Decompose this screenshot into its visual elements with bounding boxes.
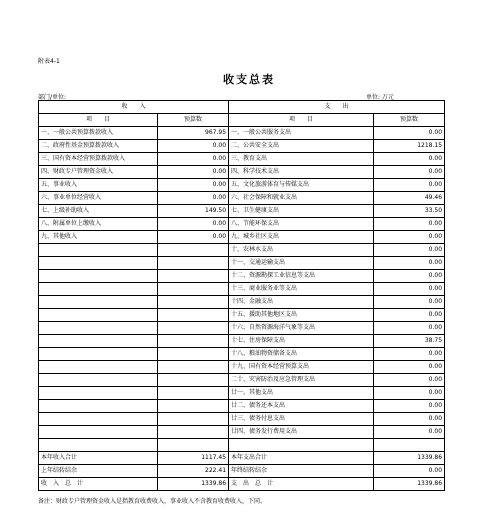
expense-value-cell: 0.00 bbox=[374, 244, 445, 257]
table-row bbox=[39, 153, 445, 166]
page-title: 收支总表 bbox=[223, 73, 275, 86]
department-label: 部门/单位: bbox=[38, 94, 67, 101]
expense-value-cell: 0.00 bbox=[374, 257, 445, 270]
table-row bbox=[39, 439, 445, 452]
income-item-cell bbox=[39, 387, 158, 400]
expense-value-cell: 0.00 bbox=[374, 348, 445, 361]
income-value-cell: 222.41 bbox=[158, 465, 229, 478]
income-item-cell: 本年收入合计 bbox=[39, 452, 158, 465]
expense-value-cell: 49.46 bbox=[374, 192, 445, 205]
expense-value-cell: 0.00 bbox=[374, 413, 445, 426]
income-item-cell: 七、上级补助收入 bbox=[39, 205, 158, 218]
income-item-cell bbox=[39, 283, 158, 296]
income-value-cell: 0.00 bbox=[158, 140, 229, 153]
expense-value-cell: 0.00 bbox=[374, 166, 445, 179]
expense-item-cell: 廿一、其他支出 bbox=[229, 387, 374, 400]
expense-value-cell: 33.50 bbox=[374, 205, 445, 218]
expense-item-cell: 廿二、债务还本支出 bbox=[229, 400, 374, 413]
expense-value-cell: 0.00 bbox=[374, 374, 445, 387]
expense-value-cell: 0.00 bbox=[374, 309, 445, 322]
income-item-header: 项 目 bbox=[39, 114, 158, 127]
expense-value-cell: 0.00 bbox=[374, 270, 445, 283]
income-value-cell bbox=[158, 270, 229, 283]
expense-value-cell: 1218.15 bbox=[374, 140, 445, 153]
income-item-cell: 上年结转结余 bbox=[39, 465, 158, 478]
income-value-cell: 0.00 bbox=[158, 166, 229, 179]
expense-value-cell: 0.00 bbox=[374, 361, 445, 374]
expense-item-cell: 二、公共安全支出 bbox=[229, 140, 374, 153]
expense-item-cell: 年终结转结余 bbox=[229, 465, 374, 478]
income-item-cell: 二、政府性基金预算拨款收入 bbox=[39, 140, 158, 153]
footnote: 备注：财政专户管理资金收入是指教育收费收入，事业收入不含教育收费收入，下同。 bbox=[38, 498, 267, 505]
income-item-cell bbox=[39, 348, 158, 361]
expense-item-cell: 七、卫生健康支出 bbox=[229, 205, 374, 218]
income-item-cell: 五、事业收入 bbox=[39, 179, 158, 192]
unit-label: 单位: 万元 bbox=[366, 94, 394, 101]
income-item-cell: 收 入 总 计 bbox=[39, 478, 158, 491]
expense-item-cell: 三、教育支出 bbox=[229, 153, 374, 166]
expense-item-cell: 十三、商业服务业等支出 bbox=[229, 283, 374, 296]
income-value-cell bbox=[158, 361, 229, 374]
expense-value-cell: 1339.86 bbox=[374, 478, 445, 491]
income-header: 收 入 bbox=[39, 101, 229, 114]
income-item-cell: 三、国有资本经营预算拨款收入 bbox=[39, 153, 158, 166]
expense-item-cell: 八、节能环保支出 bbox=[229, 218, 374, 231]
income-item-cell bbox=[39, 361, 158, 374]
income-value-cell: 0.00 bbox=[158, 218, 229, 231]
income-item-cell bbox=[39, 309, 158, 322]
table-row bbox=[39, 452, 445, 465]
income-value-cell bbox=[158, 439, 229, 452]
expense-item-cell: 四、科学技术支出 bbox=[229, 166, 374, 179]
expense-value-cell: 0.00 bbox=[374, 231, 445, 244]
table-row bbox=[39, 309, 445, 322]
expense-item-cell: 廿四、债务发行费用支出 bbox=[229, 426, 374, 439]
expense-value-cell: 0.00 bbox=[374, 296, 445, 309]
expense-value-cell: 0.00 bbox=[374, 179, 445, 192]
expense-item-cell: 十四、金融支出 bbox=[229, 296, 374, 309]
table-header-group bbox=[39, 101, 445, 114]
table-row bbox=[39, 413, 445, 426]
income-value-cell bbox=[158, 257, 229, 270]
income-value-cell: 0.00 bbox=[158, 192, 229, 205]
expense-item-cell: 支 出 总 计 bbox=[229, 478, 374, 491]
expense-budget-header: 预算数 bbox=[374, 114, 445, 127]
expense-item-cell: 九、城乡社区支出 bbox=[229, 231, 374, 244]
income-item-cell bbox=[39, 374, 158, 387]
expense-value-cell bbox=[374, 439, 445, 452]
income-item-cell bbox=[39, 270, 158, 283]
income-item-cell: 一、一般公共预算拨款收入 bbox=[39, 127, 158, 140]
expense-value-cell: 0.00 bbox=[374, 218, 445, 231]
income-value-cell bbox=[158, 400, 229, 413]
income-value-cell bbox=[158, 322, 229, 335]
table-row bbox=[39, 283, 445, 296]
expense-value-cell: 0.00 bbox=[374, 153, 445, 166]
table-row bbox=[39, 205, 445, 218]
income-item-cell bbox=[39, 244, 158, 257]
table-row bbox=[39, 244, 445, 257]
income-value-cell: 1339.86 bbox=[158, 478, 229, 491]
expense-item-cell: 六、社会保障和就业支出 bbox=[229, 192, 374, 205]
table-row bbox=[39, 400, 445, 413]
table-header-columns bbox=[39, 114, 445, 127]
income-value-cell: 0.00 bbox=[158, 153, 229, 166]
expense-value-cell: 0.00 bbox=[374, 426, 445, 439]
income-item-cell bbox=[39, 335, 158, 348]
table-row bbox=[39, 465, 445, 478]
income-item-cell bbox=[39, 296, 158, 309]
income-value-cell: 149.50 bbox=[158, 205, 229, 218]
income-value-cell bbox=[158, 283, 229, 296]
budget-table bbox=[38, 100, 445, 491]
expense-value-cell: 0.00 bbox=[374, 283, 445, 296]
expense-item-cell: 二十、灾害防治及应急管理支出 bbox=[229, 374, 374, 387]
expense-value-cell: 0.00 bbox=[374, 387, 445, 400]
expense-value-cell: 0.00 bbox=[374, 322, 445, 335]
income-value-cell bbox=[158, 387, 229, 400]
income-value-cell bbox=[158, 426, 229, 439]
income-item-cell: 八、附属单位上缴收入 bbox=[39, 218, 158, 231]
income-item-cell bbox=[39, 439, 158, 452]
table-row bbox=[39, 387, 445, 400]
table-row bbox=[39, 218, 445, 231]
income-value-cell bbox=[158, 309, 229, 322]
expense-value-cell: 0.00 bbox=[374, 400, 445, 413]
expense-value-cell: 1339.86 bbox=[374, 452, 445, 465]
income-item-cell bbox=[39, 400, 158, 413]
table-row bbox=[39, 296, 445, 309]
table-row bbox=[39, 140, 445, 153]
table-row bbox=[39, 166, 445, 179]
table-row bbox=[39, 478, 445, 491]
expense-header: 支 出 bbox=[229, 101, 445, 114]
income-item-cell: 六、事业单位经营收入 bbox=[39, 192, 158, 205]
income-value-cell bbox=[158, 374, 229, 387]
income-item-cell bbox=[39, 413, 158, 426]
income-value-cell: 0.00 bbox=[158, 179, 229, 192]
expense-item-cell: 本年支出合计 bbox=[229, 452, 374, 465]
expense-item-cell: 十九、国有资本经营预算支出 bbox=[229, 361, 374, 374]
expense-item-cell: 五、文化旅游体育与传媒支出 bbox=[229, 179, 374, 192]
income-budget-header: 预算数 bbox=[158, 114, 229, 127]
income-item-cell bbox=[39, 426, 158, 439]
expense-item-cell: 十一、交通运输支出 bbox=[229, 257, 374, 270]
expense-value-cell: 0.00 bbox=[374, 465, 445, 478]
expense-item-header: 项 目 bbox=[229, 114, 374, 127]
table-row bbox=[39, 426, 445, 439]
income-value-cell bbox=[158, 335, 229, 348]
income-item-cell: 四、财政专户管理资金收入 bbox=[39, 166, 158, 179]
expense-item-cell: 一、一般公共服务支出 bbox=[229, 127, 374, 140]
expense-item-cell: 廿三、债务付息支出 bbox=[229, 413, 374, 426]
expense-value-cell: 0.00 bbox=[374, 127, 445, 140]
table-row bbox=[39, 270, 445, 283]
table-row bbox=[39, 127, 445, 140]
income-value-cell bbox=[158, 413, 229, 426]
expense-item-cell: 十八、粮油物资储备支出 bbox=[229, 348, 374, 361]
table-row bbox=[39, 374, 445, 387]
income-value-cell: 967.95 bbox=[158, 127, 229, 140]
attachment-label: 附表4-1 bbox=[38, 58, 60, 65]
expense-value-cell: 38.75 bbox=[374, 335, 445, 348]
table-row bbox=[39, 231, 445, 244]
table-body bbox=[39, 127, 445, 491]
expense-item-cell: 十六、自然资源海洋气象等支出 bbox=[229, 322, 374, 335]
income-value-cell bbox=[158, 296, 229, 309]
table-row bbox=[39, 179, 445, 192]
table-row bbox=[39, 257, 445, 270]
table-row bbox=[39, 361, 445, 374]
table-row bbox=[39, 348, 445, 361]
expense-item-cell: 十、农林水支出 bbox=[229, 244, 374, 257]
income-value-cell bbox=[158, 348, 229, 361]
expense-item-cell: 十五、援助其他地区支出 bbox=[229, 309, 374, 322]
table-row bbox=[39, 335, 445, 348]
table-row bbox=[39, 192, 445, 205]
expense-item-cell: 十二、资源勘探工业信息等支出 bbox=[229, 270, 374, 283]
income-item-cell bbox=[39, 322, 158, 335]
income-value-cell: 1117.45 bbox=[158, 452, 229, 465]
income-item-cell bbox=[39, 257, 158, 270]
income-value-cell: 0.00 bbox=[158, 231, 229, 244]
income-item-cell: 九、其他收入 bbox=[39, 231, 158, 244]
income-value-cell bbox=[158, 244, 229, 257]
expense-item-cell bbox=[229, 439, 374, 452]
table-row bbox=[39, 322, 445, 335]
expense-item-cell: 十七、住房保障支出 bbox=[229, 335, 374, 348]
